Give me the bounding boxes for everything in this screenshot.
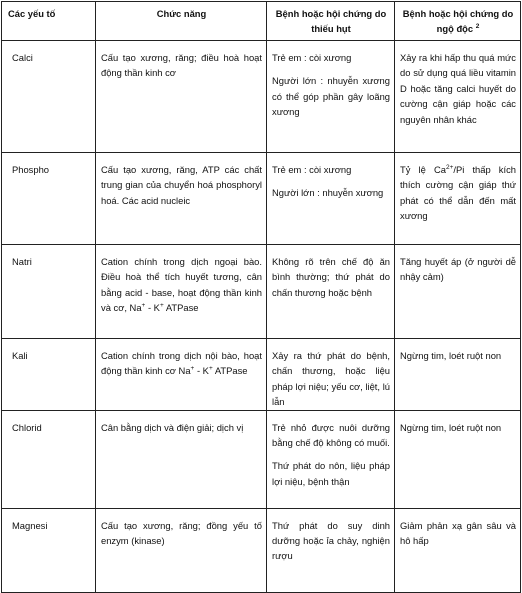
toxicity-cell: Ngừng tim, loét ruột non: [395, 410, 521, 508]
function-cell: Cấu tạo xương, răng, ATP các chất trung gian của chuyển hoá phosphoryl hoá. Các acid nucleic: [96, 153, 267, 245]
mineral-table: [1, 1, 521, 593]
factor-cell: Kali: [2, 339, 96, 411]
footnote-marker: 2: [475, 23, 480, 31]
factor-cell: Chlorid: [2, 410, 96, 508]
toxicity-cell: Ngừng tim, loét ruột non: [395, 339, 521, 411]
header-function: Chức năng: [96, 2, 267, 41]
toxicity-cell: Giảm phản xạ gân sâu và hô hấp: [395, 508, 521, 592]
toxicity-cell: Tăng huyết áp (ở người dễ nhậy cảm): [395, 245, 521, 339]
deficiency-cell: Trẻ em : còi xương Người lớn : nhuyễn xương: [267, 153, 395, 245]
factor-cell: Calci: [2, 41, 96, 153]
header-deficiency: Bệnh hoặc hội chứng do thiếu hụt: [267, 2, 395, 41]
factor-cell: Phospho: [2, 153, 96, 245]
function-cell: Cấu tạo xương, răng; đồng yếu tố enzym (kinase): [96, 508, 267, 592]
table-row: [2, 245, 521, 339]
toxicity-cell: Xảy ra khi hấp thu quá mức do sử dụng quá liều vitamin D hoặc tăng calci huyết do cường cận giáp hoặc các nguyên nhân khác: [395, 41, 521, 153]
deficiency-cell: Không rõ trên chế độ ăn bình thường; thứ phát do chấn thương hoặc bệnh: [267, 245, 395, 339]
table-row: [2, 410, 521, 508]
deficiency-cell: Xảy ra thứ phát do bệnh, chấn thương, hoặc liệu pháp lợi niệu; yếu cơ, liệt, lú lẫn: [267, 339, 395, 411]
header-row: [2, 2, 521, 41]
header-factor: Các yếu tố: [2, 2, 96, 41]
deficiency-cell: Thứ phát do suy dinh dưỡng hoặc ỉa chảy, nghiện rượu: [267, 508, 395, 592]
toxicity-cell: [395, 153, 521, 245]
deficiency-cell: Trẻ em : còi xương Người lớn : nhuyễn xương có thể góp phần gây loãng xương: [267, 41, 395, 153]
function-cell: Cấu tạo xương, răng; điều hoà hoạt động thần kinh cơ: [96, 41, 267, 153]
ca-pi-ratio-text: Tỷ lệ $Ca^{2+}/Pi$ thấp kích thích cường cận giáp thứ phát có thể dẫn đến mất xương: [400, 163, 517, 222]
function-cell: Cân bằng dịch và điện giải; dịch vị: [96, 410, 267, 508]
function-cell: [96, 339, 267, 411]
table-row: [2, 339, 521, 411]
natri-function-text: Cation chính trong dịch ngoại bào. Điều hoà thể tích huyết tương, cân bằng acid - base, hoạt động thần kinh và cơ, Na+ - K+ ATPase: [101, 256, 262, 314]
table-row: [2, 41, 521, 153]
kali-function-text: Cation chính trong dịch nội bào, hoạt động thần kinh cơ Na+ - K+ ATPase: [101, 350, 262, 377]
factor-cell: Magnesi: [2, 508, 96, 592]
table-row: [2, 508, 521, 592]
deficiency-cell: Trẻ nhỏ được nuôi dưỡng bằng chế độ không có muối. Thứ phát do nôn, liệu pháp lợi niệu, bệnh thận: [267, 410, 395, 508]
table-row: [2, 153, 521, 245]
factor-cell: Natri: [2, 245, 96, 339]
header-toxicity: Bệnh hoặc hội chứng do ngộ độc $^2$: [395, 2, 521, 41]
function-cell: [96, 245, 267, 339]
